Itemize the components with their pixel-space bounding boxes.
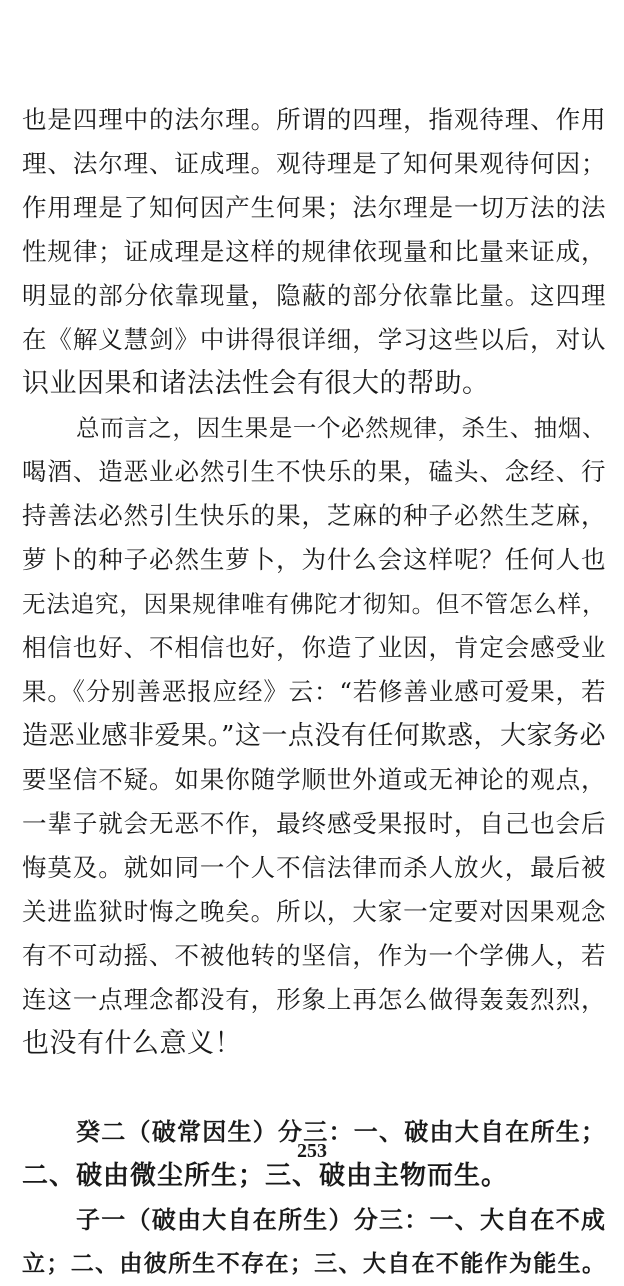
text-line: 关进监狱时悔之晚矣。所以，大家一定要对因果观念 (22, 897, 606, 926)
text-line: 一辈子就会无恶不作，最终感受果报时，自己也会后 (22, 809, 606, 838)
subsection-heading-line: 子一（破由大自在所生）分三：一、大自在不成 (76, 1206, 606, 1234)
paragraph-four-principles (22, 98, 606, 406)
text-line: 作用理是了知何因产生何果；法尔理是一切万法的法 (22, 193, 606, 222)
section-gap (22, 1066, 606, 1110)
text-line: 连这一点理念都没有，形象上再怎么做得轰轰烈烈， (22, 985, 606, 1014)
book-page (22, 98, 606, 1286)
text-line: 也是四理中的法尔理。所谓的四理，指观待理、作用 (22, 105, 606, 134)
text-line: 造恶业感非爱果。”这一点没有任何欺惑，大家务必 (22, 721, 606, 751)
text-line: 要坚信不疑。如果你随学顺世外道或无神论的观点， (22, 765, 606, 794)
paragraph-karma-law (22, 406, 606, 1066)
text-line: 在《解义慧剑》中讲得很详细，学习这些以后，对认 (22, 325, 606, 354)
text-line: 持善法必然引生快乐的果，芝麻的种子必然生芝麻， (22, 501, 606, 530)
text-line: 也没有什么意义！ (22, 1028, 242, 1059)
text-line: 性规律；证成理是这样的规律依现量和比量来证成， (22, 237, 606, 266)
section-heading-line: 二、破由微尘所生；三、破由主物而生。 (22, 1161, 509, 1191)
text-line: 喝酒、造恶业必然引生不快乐的果，磕头、念经、行 (22, 457, 606, 486)
section-heading-line: 癸二（破常因生）分三：一、破由大自在所生； (76, 1118, 606, 1146)
text-line: 果。《分别善恶报应经》云：“若修善业感可爱果，若 (22, 677, 606, 706)
text-line: 萝卜的种子必然生萝卜，为什么会这样呢？任何人也 (22, 545, 606, 574)
text-line: 悔莫及。就如同一个人不信法律而杀人放火，最后被 (22, 853, 606, 882)
text-line: 无法追究，因果规律唯有佛陀才彻知。但不管怎么样， (22, 590, 606, 618)
text-line: 明显的部分依靠现量，隐蔽的部分依靠比量。这四理 (22, 281, 606, 310)
text-line: 识业因果和诸法法性会有很大的帮助。 (22, 368, 490, 399)
page-number: 253 (297, 1140, 327, 1162)
text-line: 总而言之，因生果是一个必然规律，杀生、抽烟、 (76, 414, 606, 442)
text-line: 有不可动摇、不被他转的坚信，作为一个学佛人，若 (22, 941, 606, 970)
section-headings (22, 1110, 606, 1286)
subsection-heading-line: 立；二、由彼所生不存在；三、大自在不能作为能生。 (22, 1251, 606, 1277)
text-line: 相信也好、不相信也好，你造了业因，肯定会感受业 (22, 633, 606, 662)
text-line: 理、法尔理、证成理。观待理是了知何果观待何因； (22, 149, 606, 178)
